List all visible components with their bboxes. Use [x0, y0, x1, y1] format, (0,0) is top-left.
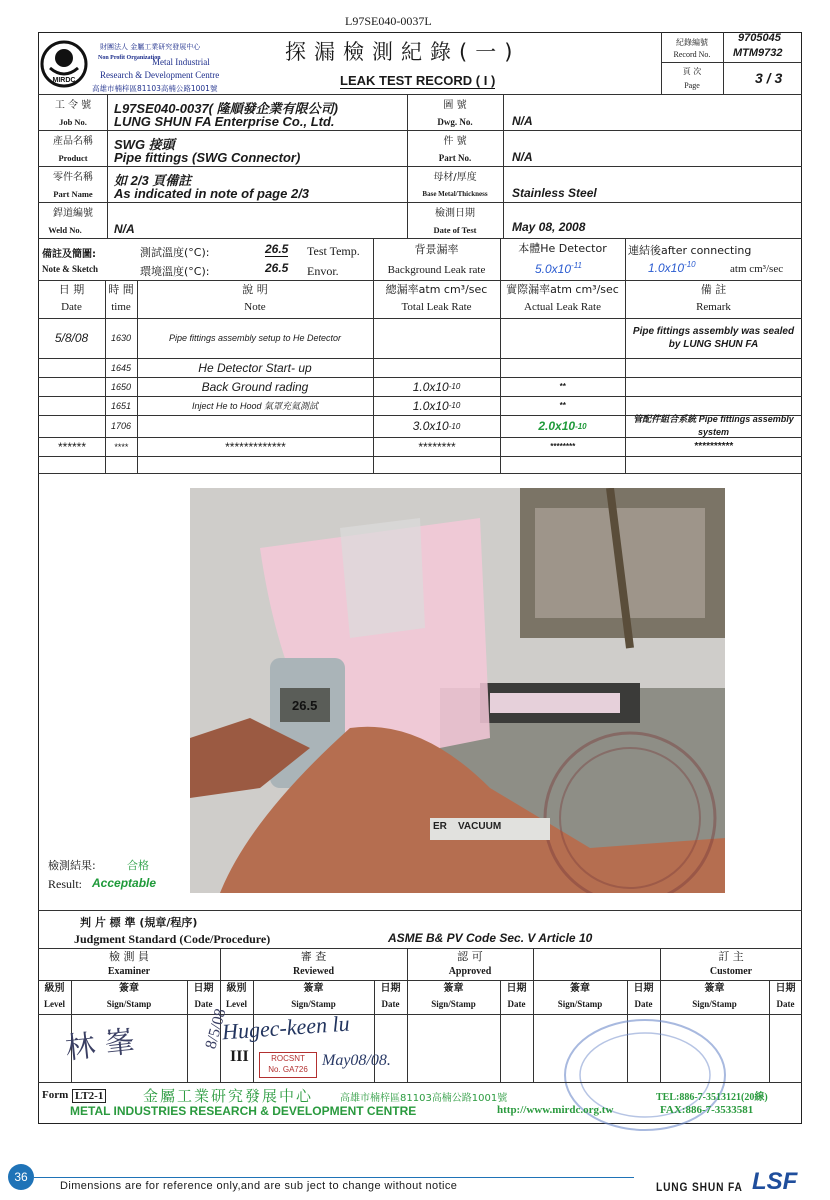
material-label-cn: 母材/厚度 — [433, 172, 477, 183]
table-header-en: Total Leak Rate — [401, 301, 472, 313]
table-cell-time: 1645 — [110, 362, 132, 373]
signoff-col-date-cn: 日期 — [506, 983, 527, 994]
signoff-group-cn: 檢 測 員 — [109, 950, 149, 963]
examiner-date-image: 8/5/08 — [202, 1006, 230, 1051]
ga726-stamp: ROCSNT No. GA726 — [259, 1052, 317, 1078]
signoff-col-sign-cn: 簽章 — [119, 983, 139, 994]
table-header-cn: 總漏率atm cm³/sec — [385, 283, 488, 296]
after-connecting-unit: atm cm³/sec — [730, 263, 784, 275]
partname-value-cn: 如 2/3 頁備註 — [114, 173, 192, 188]
org-name-1: Metal Industrial — [152, 57, 210, 67]
job-no-label-cn: 工 令 號 — [54, 100, 92, 111]
table-cell-remark: 管配件組合系統 Pipe fittings assembly system — [633, 414, 794, 437]
signoff-col-date-en: Date — [194, 999, 213, 1009]
job-no-value: L97SE040-0037( 隆順發企業有限公司) — [114, 101, 338, 116]
signoff-col-date-cn: 日期 — [775, 983, 796, 994]
signoff-col-sign-en: Sign/Stamp — [431, 999, 476, 1009]
bg-leak-label-cn: 背景漏率 — [414, 243, 459, 256]
er-label: ER — [433, 821, 447, 832]
table-header-en: Date — [61, 301, 82, 313]
table-cell-remark: Pipe fittings assembly was sealed by LUNG SHUN FA — [632, 326, 795, 350]
partname-value-en: As indicated in note of page 2/3 — [114, 186, 310, 201]
customer-stamp-image — [560, 1015, 730, 1135]
reviewer-date-image: May08/08. — [322, 1052, 391, 1069]
disclaimer: Dimensions are for reference only,and are sub ject to change without notice — [60, 1180, 458, 1192]
signoff-col-level-en: Level — [226, 999, 247, 1009]
partno-label-en: Part No. — [438, 153, 472, 163]
table-cell-total: 1.0x10 -10 — [412, 379, 461, 394]
org-small-cn: 財團法人 金屬工業研究發展中心 — [100, 43, 201, 51]
table-cell-actual: 2.0x10 -10 — [538, 419, 587, 433]
org-address: 高雄市楠梓區81103高楠公路1001號 — [92, 84, 218, 93]
material-label-en: Base Metal/Thickness — [422, 190, 488, 198]
table-cell-date: ****** — [57, 439, 86, 454]
table-cell-remark — [625, 358, 802, 377]
table-cell-remark: ********** — [694, 441, 733, 452]
note-label-cn: 備註及簡圖: — [42, 249, 96, 260]
signoff-col-date-cn: 日期 — [380, 983, 401, 994]
he-detector-label: 本體He Detector — [518, 242, 607, 255]
form-label: Form — [42, 1089, 69, 1101]
table-cell-date — [38, 415, 105, 437]
table-cell-date — [38, 377, 105, 396]
tel: TEL:886-7-3513121(20線) — [656, 1092, 768, 1103]
table-header-en: Remark — [696, 301, 731, 313]
table-cell-time: 1706 — [110, 421, 132, 431]
page-label-en: Page — [684, 81, 700, 90]
thermometer-reading: 26.5 — [292, 698, 318, 713]
job-no-company: LUNG SHUN FA Enterprise Co., Ltd. — [114, 114, 335, 129]
page-value: 3 / 3 — [755, 70, 783, 86]
weld-label-en: Weld No. — [48, 225, 82, 235]
table-cell-remark — [625, 377, 802, 396]
date-label-en: Date of Test — [433, 225, 477, 235]
document-code: L97SE040-0037L — [345, 14, 432, 28]
table-cell-total: ******** — [417, 439, 456, 454]
product-value-cn: SWG 接頭 — [114, 137, 175, 152]
after-connecting-label: 連結後after connecting — [628, 244, 752, 257]
after-connecting-value: $1.0x10^{-10}$ — [648, 260, 696, 275]
signoff-col-date-en: Date — [634, 999, 653, 1009]
partname-label-cn: 零件名稱 — [53, 172, 93, 183]
mirdc-logo — [40, 40, 88, 88]
table-cell-time: 1650 — [110, 381, 132, 392]
examiner-signature-image: Hugec-keen lu — [221, 1010, 351, 1045]
signoff-group-en: Customer — [709, 966, 753, 977]
material-value: Stainless Steel — [512, 186, 597, 200]
signoff-group-en: Examiner — [107, 966, 151, 977]
record-no-label-cn: 紀錄編號 — [676, 38, 708, 47]
product-label-en: Product — [58, 153, 88, 163]
signoff-col-sign-cn: 簽章 — [303, 983, 324, 994]
signoff-col-sign-en: Sign/Stamp — [291, 999, 336, 1009]
signoff-col-date-en: Date — [776, 999, 795, 1009]
table-cell-note: ************* — [224, 439, 286, 454]
examiner-signature-cn-image: 林 峯 — [63, 1024, 137, 1067]
partno-value: N/A — [512, 150, 533, 164]
table-cell-actual: ** — [559, 401, 566, 410]
signoff-group-en: Reviewed — [292, 966, 335, 977]
table-header-cn: 備 註 — [700, 283, 727, 296]
dwg-label-cn: 圖 號 — [443, 100, 467, 111]
signoff-col-date-cn: 日期 — [193, 983, 214, 994]
title-en: LEAK TEST RECORD ( I ) — [340, 73, 496, 88]
signoff-col-date-en: Date — [381, 999, 400, 1009]
table-header-en: time — [111, 301, 131, 313]
table-header-cn: 日 期 — [58, 283, 85, 296]
test-temp-value: 26.5 — [265, 242, 289, 256]
level-value: III — [230, 1048, 249, 1065]
signoff-col-level-cn: 級別 — [44, 983, 65, 994]
test-photo — [190, 488, 725, 893]
table-cell-note: Inject He to Hood 氣罩充氦測試 — [191, 401, 319, 411]
signoff-col-level-en: Level — [44, 999, 65, 1009]
result-label-en: Result: — [48, 877, 83, 891]
org-addr-footer: 高雄市楠梓區81103高楠公路1001號 — [340, 1093, 508, 1104]
table-header-en: Actual Leak Rate — [524, 301, 601, 313]
weld-label-cn: 銲道編號 — [53, 208, 93, 219]
product-value-en: Pipe fittings (SWG Connector) — [114, 150, 301, 165]
note-label-en: Note & Sketch — [42, 264, 98, 274]
org-cn-footer: 金屬工業研究發展中心 — [143, 1087, 314, 1105]
website-link[interactable]: http://www.mirdc.org.tw — [497, 1104, 614, 1116]
title-cn: 探漏檢測紀錄(一) — [285, 40, 521, 64]
envir-temp-label: 環境溫度(°C): — [140, 265, 210, 278]
page-label-cn: 頁 次 — [682, 67, 702, 76]
table-cell-time: 1630 — [110, 333, 132, 343]
test-temp-label: 測試溫度(°C): — [140, 246, 210, 259]
table-cell-note: Back Ground rading — [201, 379, 309, 394]
table-header-cn: 實際漏率atm cm³/sec — [506, 283, 619, 296]
partno-label-cn: 件 號 — [443, 136, 467, 147]
table-cell-actual — [500, 358, 625, 377]
judgment-label-cn: 判 片 標 準 (規章/程序) — [80, 916, 198, 929]
record-no-2: MTM9732 — [733, 47, 783, 59]
signoff-group-en: Approved — [448, 966, 492, 977]
table-cell-date — [38, 396, 105, 415]
fax: FAX:886-7-3533581 — [660, 1104, 754, 1116]
signoff-group-cn: 認 可 — [457, 950, 483, 963]
envir-temp-en: Envor. — [307, 264, 339, 278]
date-value: May 08, 2008 — [512, 220, 586, 234]
org-name-2: Research & Development Centre — [100, 70, 220, 80]
judgment-label-en: Judgment Standard (Code/Procedure) — [74, 932, 271, 946]
signoff-col-date-cn: 日期 — [633, 983, 654, 994]
test-temp-en: Test Temp. — [307, 244, 360, 258]
envir-temp-value: 26.5 — [265, 261, 289, 275]
dwg-value: N/A — [512, 114, 533, 128]
table-cell-note: Pipe fittings assembly setup to He Detector — [168, 333, 342, 343]
table-cell-time: 1651 — [110, 400, 132, 411]
org-non-profit: Non Profit Organization — [98, 55, 161, 61]
brand-name: LUNG SHUN FA — [656, 1180, 743, 1194]
table-cell-note — [137, 415, 373, 437]
he-detector-value: $5.0x10^{-11}$ — [535, 261, 582, 276]
table-cell-date: 5/8/08 — [54, 331, 89, 345]
brand-logo: LSF — [752, 1168, 798, 1195]
record-no-1: 9705045 — [738, 32, 781, 44]
vacuum-label: VACUUM — [458, 821, 502, 832]
table-cell-date — [38, 358, 105, 377]
product-label-cn: 產品名稱 — [53, 136, 93, 147]
org-en-footer: METAL INDUSTRIES RESEARCH & DEVELOPMENT CENTRE — [70, 1104, 417, 1118]
table-header-en: Note — [244, 301, 266, 313]
result-label-cn: 檢測結果: — [48, 859, 96, 872]
table-cell-actual — [500, 318, 625, 358]
signoff-col-sign-cn: 簽章 — [443, 983, 464, 994]
table-cell-time: **** — [113, 441, 128, 452]
dwg-label-en: Dwg. No. — [437, 117, 473, 127]
signoff-group-cn: 訂 主 — [718, 950, 744, 963]
signoff-col-sign-en: Sign/Stamp — [692, 999, 737, 1009]
table-cell-total — [373, 318, 500, 358]
signoff-col-sign-en: Sign/Stamp — [557, 999, 603, 1009]
signoff-col-sign-en: Sign/Stamp — [106, 999, 152, 1009]
result-value-en: Acceptable — [92, 876, 157, 890]
signoff-col-date-en: Date — [507, 999, 526, 1009]
table-cell-total: 1.0x10 -10 — [412, 398, 461, 413]
table-cell-total — [373, 358, 500, 377]
job-no-label-en: Job No. — [59, 117, 87, 127]
page-number-badge: 36 — [8, 1164, 34, 1190]
signoff-col-sign-cn: 簽章 — [704, 983, 725, 994]
table-cell-actual: ** — [559, 382, 566, 391]
record-no-label-en: Record No. — [673, 50, 711, 59]
svg-text:MIRDC: MIRDC — [52, 77, 76, 84]
table-header-cn: 時 間 — [108, 283, 134, 296]
signoff-group-cn: 審 查 — [300, 950, 327, 963]
bg-leak-label-en: Background Leak rate — [387, 264, 486, 276]
table-cell-actual: ******** — [550, 442, 575, 451]
date-label-cn: 檢測日期 — [435, 208, 475, 219]
partname-label-en: Part Name — [53, 189, 93, 199]
form-code: LT2-1 — [72, 1089, 106, 1103]
signoff-col-level-cn: 級別 — [226, 983, 247, 994]
result-value-cn: 合格 — [127, 859, 149, 872]
signoff-col-sign-cn: 簽章 — [570, 983, 590, 994]
table-header-cn: 說 明 — [242, 283, 268, 296]
weld-value: N/A — [114, 222, 135, 236]
judgment-value: ASME B& PV Code Sec. V Article 10 — [388, 931, 593, 945]
table-cell-note: He Detector Start- up — [198, 360, 312, 375]
table-cell-total: 3.0x10 -10 — [412, 419, 461, 433]
